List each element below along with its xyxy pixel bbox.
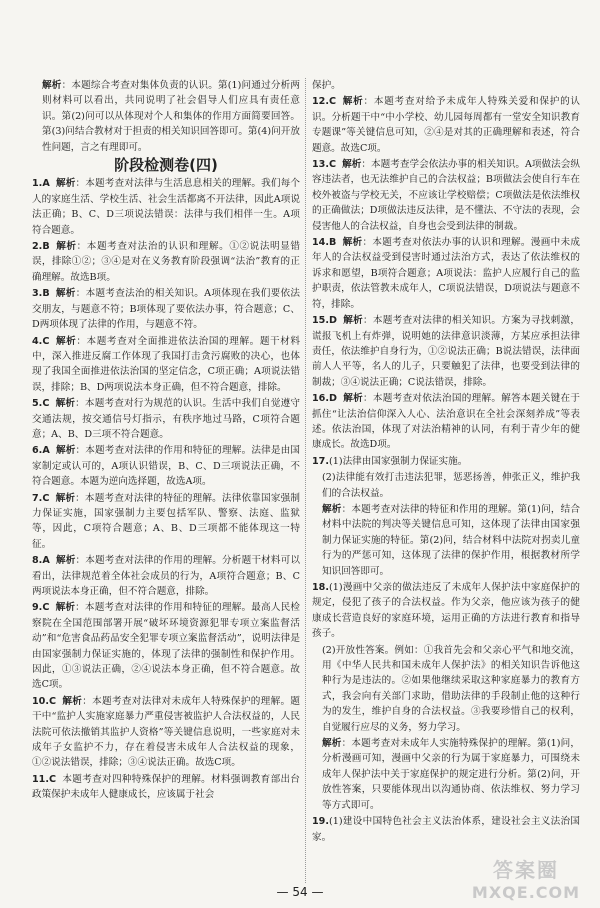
answer-item <box>32 600 300 692</box>
answer-item <box>312 470 580 501</box>
answer-item <box>32 491 300 553</box>
item-text: ：本题考查对法律对未成年人特殊保护的理解。题干中“监护人实施家庭暴力严重侵害被监护人合法权益的，人民法院可依法撤销其监护人资格”等关键信息说明，一些家庭对未成年子女监护不力，存在着侵害未成年人合法权益的现象，①②说法错误，排除；③④说法正确。故选C项。 <box>32 695 301 769</box>
item-number: 8. <box>32 555 43 567</box>
item-label: 解析 <box>55 288 76 300</box>
item-label: 解析 <box>55 555 76 567</box>
item-text: ：本题考查对行为规范的认识。生活中我们自觉遵守交通法规，按交通信号灯指示，有秩序地过马路，C项符合题意；A、B、D三项不符合题意。 <box>32 398 301 440</box>
item-number: 5. <box>32 398 43 410</box>
watermark-logo <box>466 854 586 902</box>
item-number: 10. <box>32 695 49 707</box>
item-label: 解析 <box>342 96 364 108</box>
right-answer-list <box>312 78 580 845</box>
answer-item <box>312 814 580 845</box>
answer-item <box>312 235 580 312</box>
watermark-title: 答案圈 <box>493 858 559 882</box>
item-label: 解析 <box>55 241 77 253</box>
item-answer: C <box>42 335 50 347</box>
right-column <box>312 78 580 846</box>
item-answer: C <box>49 695 57 707</box>
answer-item <box>312 78 580 93</box>
item-number: 1. <box>32 178 43 190</box>
intro-label: 解析 <box>42 80 62 91</box>
item-text: (1)法律由国家强制力保证实施。 <box>329 455 468 467</box>
item-label: 解析 <box>55 445 76 457</box>
item-text: (2)法律能有效打击违法犯罪，惩恶扬善，伸张正义，维护我们的合法权益。 <box>322 472 580 499</box>
item-number: 9. <box>32 602 43 614</box>
item-answer: B <box>329 237 337 249</box>
item-answer: C <box>42 398 50 410</box>
item-text: ：本题考查对法律的作用的理解。分析题干材料可以看出，法律规范着全体社会成员的行为，A项符合题意；B、C两项说法本身正确，但不符合题意，排除。 <box>32 555 301 597</box>
item-label: 解析 <box>342 237 363 249</box>
item-number: 19. <box>312 816 329 828</box>
item-text: ：本题考查对依法办事的认识和理解。漫画中未成年人的合法权益受到侵害时通过法治方式，表达了依法维权的诉求和愿望，B项符合题意；A项说法：监护人应履行自己的监护职责，依法管教未成年人，C项说法错误，D项说法与题意不符，排除。 <box>312 237 581 310</box>
answer-item <box>32 239 300 285</box>
watermark-url: MXQE.COM <box>471 883 581 902</box>
item-label: 解析 <box>55 178 76 190</box>
column-divider <box>305 78 306 883</box>
intro-paragraph <box>32 78 300 155</box>
answer-item <box>312 580 580 642</box>
item-number: 6. <box>32 445 43 457</box>
item-label: 解析 <box>342 315 364 327</box>
item-text: ：本题考查对给予未成年人特殊关爱和保护的认识。分析题干中“中小学校、幼儿园每周都有一堂安全知识教育专题课”等关键信息可知，②④是对其的正确理解和表述，符合题意。故选C项。 <box>312 96 581 154</box>
item-text: ：本题考查对全面推进依法治国的理解。题干材料中，深入推进反腐工作体现了我国打击贪污腐败的决心，也体现了我国全面推进依法治国的坚定信念，C项正确；A项说法错误，排除；B、D两项说法本身正确，但不符合题意，排除。 <box>32 335 300 393</box>
answer-item <box>312 313 580 390</box>
section-title: 阶段检测卷(四) <box>114 156 218 175</box>
answer-item <box>312 454 580 469</box>
item-text: ：本题考查对未成年人实施特殊保护的理解。第(1)问，分析漫画可知，漫画中父亲的行为属于家庭暴力，可围绕未成年人保护法中关于家庭保护的规定进行分析。第(2)问，开放性答案，只要能体现出以沟通协商、依法维权、努力学习等方式即可。 <box>322 738 581 811</box>
left-column <box>32 78 300 804</box>
item-answer: A <box>42 555 50 567</box>
answer-item <box>32 334 300 396</box>
item-text: ：本题考查对法律与生活息息相关的理解。我们每个人的家庭生活、学校生活、社会生活都离不开法律，因此A项说法正确；B、C、D三项说法错误：法律与我们相伴一生。A项符合题意。 <box>32 178 301 236</box>
item-number: 3. <box>32 288 43 300</box>
item-label: 解析 <box>322 503 342 515</box>
left-answer-list <box>32 176 300 802</box>
item-answer: D <box>329 315 337 327</box>
answer-item <box>312 391 580 453</box>
item-text: 本题考查对四种特殊保护的理解。材料强调教育部出台政策保护未成年人健康成长，应该属于社会 <box>32 773 300 801</box>
answer-item <box>312 643 580 735</box>
item-label: 解析 <box>55 335 77 347</box>
answer-item <box>312 502 580 579</box>
answer-item <box>312 157 580 234</box>
answer-item <box>32 443 300 489</box>
answer-item <box>32 176 300 238</box>
answer-item <box>312 736 580 813</box>
item-text: ：本题考查法治的相关知识。A项体现在我们要依法交朋友，与题意不符；B项体现了要依法办事，符合题意；C、D两项体现了法律的作用，与题意不符。 <box>32 288 301 331</box>
item-number: 15. <box>312 315 329 327</box>
item-text: (1)漫画中父亲的做法违反了未成年人保护法中家庭保护的规定，侵犯了孩子的合法权益。作为父亲，他应该为孩子的健康成长营造良好的家庭环境，运用正确的方法进行教育和指导孩子。 <box>312 582 580 640</box>
item-answer: B <box>42 241 50 253</box>
item-number: 12. <box>312 96 329 108</box>
item-answer: B <box>42 288 50 300</box>
intro-text: ：本题综合考查对集体负责的认识。第(1)问通过分析两则材料可以看出，共同说明了社会倡导人们应具有责任意识。第(2)问可以从体现对个人和集体的作用方面简要回答。第(3)问结合教材对于担责的相关知识回答即可。第(4)问开放性问题，言之有理即可。 <box>42 80 301 153</box>
item-answer: C <box>42 492 50 504</box>
answer-item <box>32 396 300 442</box>
item-label: 解析 <box>342 159 362 171</box>
item-text: ：本题考查对法律的特征的理解。法律依靠国家强制力保证实施，国家强制力主要包括军队、警察、法庭、监狱等，因此，C项符合题意；A、B、D三项都不能体现这一特征。 <box>32 492 301 550</box>
item-answer: A <box>42 445 50 457</box>
item-text: (1)建设中国特色社会主义法治体系，建设社会主义法治国家。 <box>312 816 580 843</box>
page-number: — 54 — <box>276 885 324 899</box>
item-answer: A <box>42 178 50 190</box>
item-number: 2. <box>32 241 43 253</box>
item-text: ：本题考查对法律的特征和作用的理解。第(1)问，结合材料中法院的判决等关键信息可知，这体现了法律由国家强制力保证实施的特征。第(2)问，结合材料中法院对拐卖儿童行为的严惩可知，这体现了法律的保护作用，根据教材所学知识回答即可。 <box>322 503 581 577</box>
item-text: (2)开放性答案。例如：①我首先会和父亲心平气和地交流，用《中华人民共和国未成年人保护法》的相关知识告诉他这种行为是违法的。②如果他继续采取这种家庭暴力的教育方式，我会向有关部门求助，借助法律的手段制止他的这种行为的发生，维护自身的合法权益。③我要珍惜自己的权利，自觉履行应尽的义务，努力学习。 <box>322 644 580 733</box>
answer-item <box>32 553 300 599</box>
answer-item <box>32 694 300 771</box>
item-number: 18. <box>312 582 329 593</box>
item-number: 16. <box>312 393 329 405</box>
item-number: 13. <box>312 159 329 171</box>
item-label: 解析 <box>62 695 83 707</box>
item-label: 解析 <box>55 398 76 410</box>
item-number: 4. <box>32 335 43 347</box>
item-number: 14. <box>312 237 329 249</box>
item-answer: C <box>329 96 337 108</box>
item-number: 11. <box>32 773 49 785</box>
item-text: ：本题考查对法律的作用和特征的理解。法律是由国家制定或认可的，A项认识错误，B、C、D三项说法正确，不符合题意。本题为逆向选择题，故选A项。 <box>32 445 301 488</box>
item-text: ：本题考查学会依法办事的相关知识。A项做法会纵容违法者，也无法维护自己的合法权益；B项做法会使自行车在校外被盗与学校无关，不应该让学校赔偿；C项做法是依法维权的正确做法；D项做法违反法律，是不懂法、不守法的表现，会侵害他人的合法权益，自身也会受到法律的制裁。 <box>312 159 580 232</box>
item-label: 解析 <box>55 602 76 614</box>
item-label: 解析 <box>322 738 342 750</box>
item-text: ：本题考查对法律的作用和特征的理解。最高人民检察院在全国范围部署开展“破坏环境资源犯罪专项立案监督活动”和“危害食品药品安全犯罪专项立案监督活动”，说明法律是由国家强制力保证实施的，体现了法律的强制性和保护作用。因此，①③说法正确，②④说法本身正确，但不符合题意。故选C项。 <box>32 602 301 691</box>
item-number: 17. <box>312 455 329 467</box>
item-label: 解析 <box>55 492 76 504</box>
item-answer: C <box>329 159 337 171</box>
answer-item <box>32 772 300 803</box>
item-text: ：本题考查对法治的认识和理解。①②说法明显错误，排除①②；③④是对在义务教育阶段强调“法治”教育的正确理解。故选B项。 <box>32 241 301 283</box>
item-text: ：本题考查对法律的相关知识。方案为寻找刺激，谎报飞机上有炸弹，说明她的法律意识淡薄，方某应承担法律责任，依法维护自身行为，①②说法正确；B说法错误，法律面前人人平等，名人的儿子，只要触犯了法律，也要受到法律的制裁；③④说法正确；C说法错误，排除。 <box>312 315 581 388</box>
answer-item <box>32 286 300 332</box>
item-text: ：本题考查对依法治国的理解。解答本题关键在于抓住“让法治信仰深入人心、法治意识在全社会深刻养成”等表述。依法治国，体现了对法治精神的认同，有利于青少年的健康成长。故选D项。 <box>312 393 581 451</box>
item-answer: C <box>49 773 57 785</box>
answer-item <box>312 94 580 156</box>
item-label: 解析 <box>342 393 364 405</box>
item-answer: D <box>329 393 337 405</box>
item-text: 保护。 <box>312 80 341 91</box>
item-answer: C <box>42 602 50 614</box>
item-number: 7. <box>32 492 43 504</box>
